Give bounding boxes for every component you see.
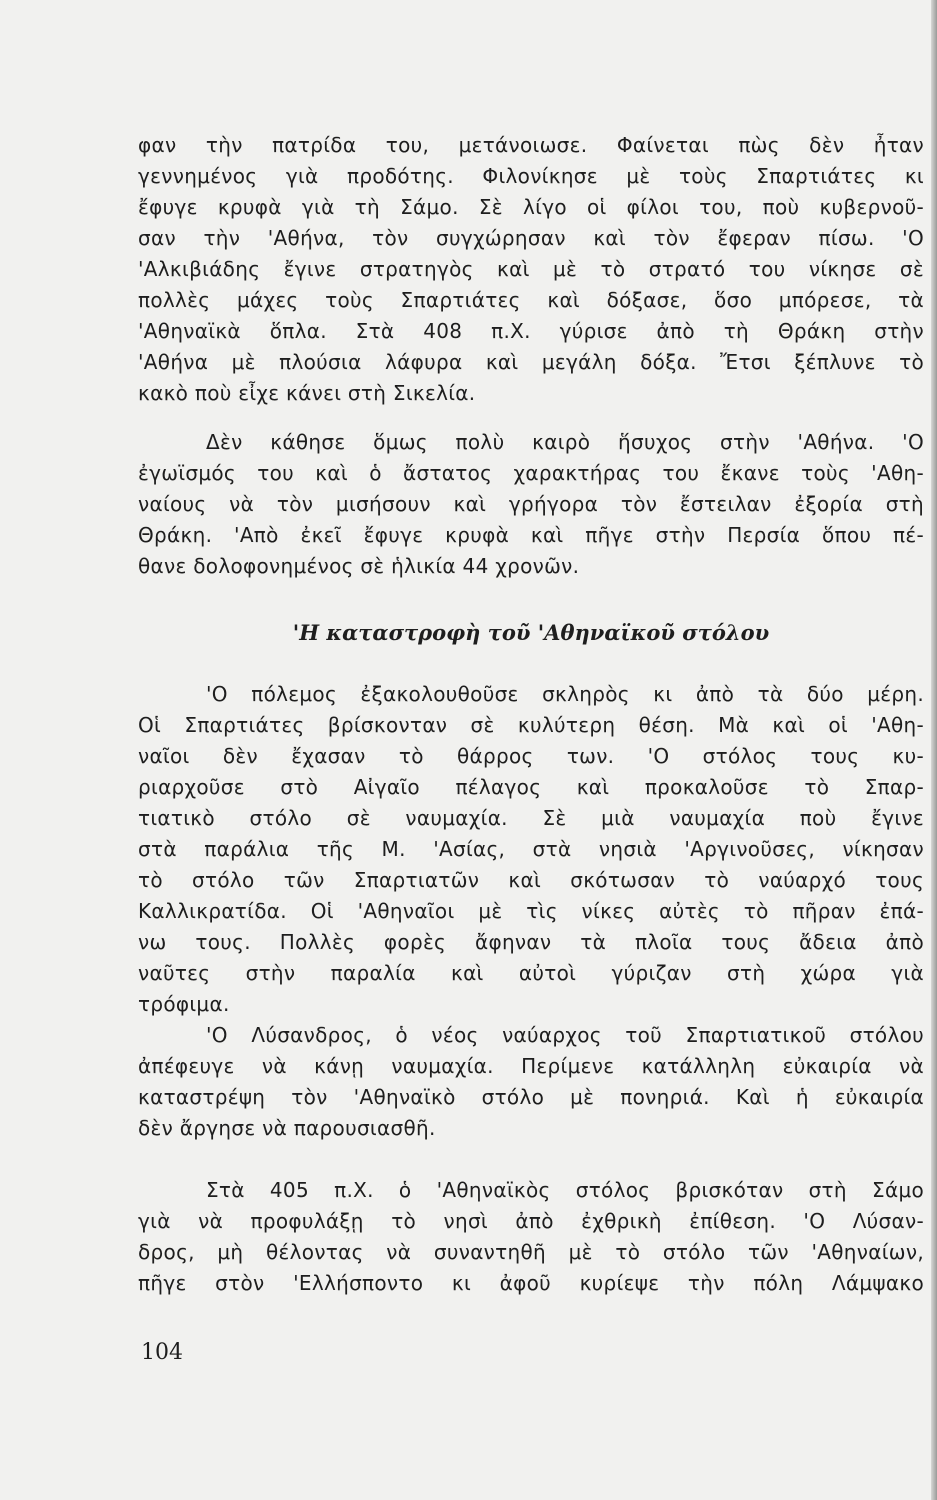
text-line: ἀπέφευγε νὰ κάνῃ ναυμαχία. Περίμενε κατάλληλη εὐκαιρία νὰ (138, 1054, 924, 1078)
text-line: πολλὲς μάχες τοὺς Σπαρτιάτες καὶ δόξασε, ὅσο μπόρεσε, τὰ (138, 288, 924, 312)
text-line: 'Αθηναϊκὰ ὅπλα. Στὰ 408 π.Χ. γύρισε ἀπὸ τὴ Θράκη στὴν (138, 319, 924, 343)
text-line: θανε δολοφονημένος σὲ ἡλικία 44 χρονῶν. (138, 554, 580, 578)
text-line: πῆγε στὸν 'Ελλήσποντο κι ἀφοῦ κυρίεψε τὴν πόλη Λάμψακο (138, 1271, 924, 1295)
text-line: καταστρέψη τὸν 'Αθηναϊκὸ στόλο μὲ πονηριά. Καὶ ἡ εὐκαιρία (138, 1085, 924, 1109)
text-line: σαν τὴν 'Αθήνα, τὸν συγχώρησαν καὶ τὸν ἔφεραν πίσω. 'Ο (138, 226, 924, 250)
text-line: ναῦτες στὴν παραλία καὶ αὐτοὶ γύριζαν στὴ χώρα γιὰ (138, 961, 924, 985)
text-line: Οἱ Σπαρτιάτες βρίσκονταν σὲ κυλύτερη θέση. Μὰ καὶ οἱ 'Αθη- (138, 713, 924, 737)
section-heading: 'Η καταστροφὴ τοῦ 'Αθηναϊκοῦ στόλου (292, 620, 770, 645)
text-line: γεννημένος γιὰ προδότης. Φιλονίκησε μὲ τοὺς Σπαρτιάτες κι (138, 164, 924, 188)
text-line: Στὰ 405 π.Χ. ὁ 'Αθηναϊκὸς στόλος βρισκόταν στὴ Σάμο (206, 1178, 924, 1202)
page-edge-shadow (931, 0, 937, 1500)
text-line: τιατικὸ στόλο σὲ ναυμαχία. Σὲ μιὰ ναυμαχία ποὺ ἔγινε (138, 806, 924, 830)
text-line: γιὰ νὰ προφυλάξῃ τὸ νησὶ ἀπὸ ἐχθρικὴ ἐπίθεση. 'Ο Λύσαν- (138, 1209, 924, 1233)
text-line: 'Ο πόλεμος ἐξακολουθοῦσε σκληρὸς κι ἀπὸ τὰ δύο μέρη. (206, 682, 924, 706)
text-line: φαν τὴν πατρίδα του, μετάνοιωσε. Φαίνεται πὼς δὲν ἦταν (138, 133, 924, 157)
text-line: 'Αθήνα μὲ πλούσια λάφυρα καὶ μεγάλη δόξα. Ἔτσι ξέπλυνε τὸ (138, 350, 924, 374)
text-line: 'Αλκιβιάδης ἔγινε στρατηγὸς καὶ μὲ τὸ στρατό του νίκησε σὲ (138, 257, 924, 281)
text-line: κακὸ ποὺ εἶχε κάνει στὴ Σικελία. (138, 381, 476, 405)
text-line: τὸ στόλο τῶν Σπαρτιατῶν καὶ σκότωσαν τὸ ναύαρχό τους (138, 868, 924, 892)
text-line: 'Ο Λύσανδρος, ὁ νέος ναύαρχος τοῦ Σπαρτιατικοῦ στόλου (206, 1023, 924, 1047)
text-line: Δὲν κάθησε ὅμως πολὺ καιρὸ ἥσυχος στὴν 'Αθήνα. 'Ο (206, 430, 924, 454)
text-line: ἐγωϊσμός του καὶ ὁ ἄστατος χαρακτήρας του ἔκανε τοὺς 'Αθη- (138, 461, 924, 485)
page-number: 104 (141, 1340, 183, 1365)
text-line: δρος, μὴ θέλοντας νὰ συναντηθῆ μὲ τὸ στόλο τῶν 'Αθηναίων, (138, 1240, 924, 1264)
text-line: Καλλικρατίδα. Οἱ 'Αθηναῖοι μὲ τὶς νίκες αὐτὲς τὸ πῆραν ἐπά- (138, 899, 924, 923)
text-line: νω τους. Πολλὲς φορὲς ἄφηναν τὰ πλοῖα τους ἄδεια ἀπὸ (138, 930, 924, 954)
text-line: δὲν ἄργησε νὰ παρουσιασθῆ. (138, 1116, 436, 1140)
text-line: ἔφυγε κρυφὰ γιὰ τὴ Σάμο. Σὲ λίγο οἱ φίλοι του, ποὺ κυβερνοῦ- (138, 195, 924, 219)
text-line: ναῖοι δὲν ἔχασαν τὸ θάρρος των. 'Ο στόλος τους κυ- (138, 744, 924, 768)
text-line: Θράκη. 'Απὸ ἐκεῖ ἔφυγε κρυφὰ καὶ πῆγε στὴν Περσία ὅπου πέ- (138, 523, 924, 547)
text-line: ναίους νὰ τὸν μισήσουν καὶ γρήγορα τὸν ἔστειλαν ἐξορία στὴ (138, 492, 924, 516)
text-line: στὰ παράλια τῆς Μ. 'Ασίας, στὰ νησιὰ 'Αργινοῦσες, νίκησαν (138, 837, 924, 861)
text-line: τρόφιμα. (138, 992, 230, 1016)
text-line: ριαρχοῦσε στὸ Αἰγαῖο πέλαγος καὶ προκαλοῦσε τὸ Σπαρ- (138, 775, 924, 799)
